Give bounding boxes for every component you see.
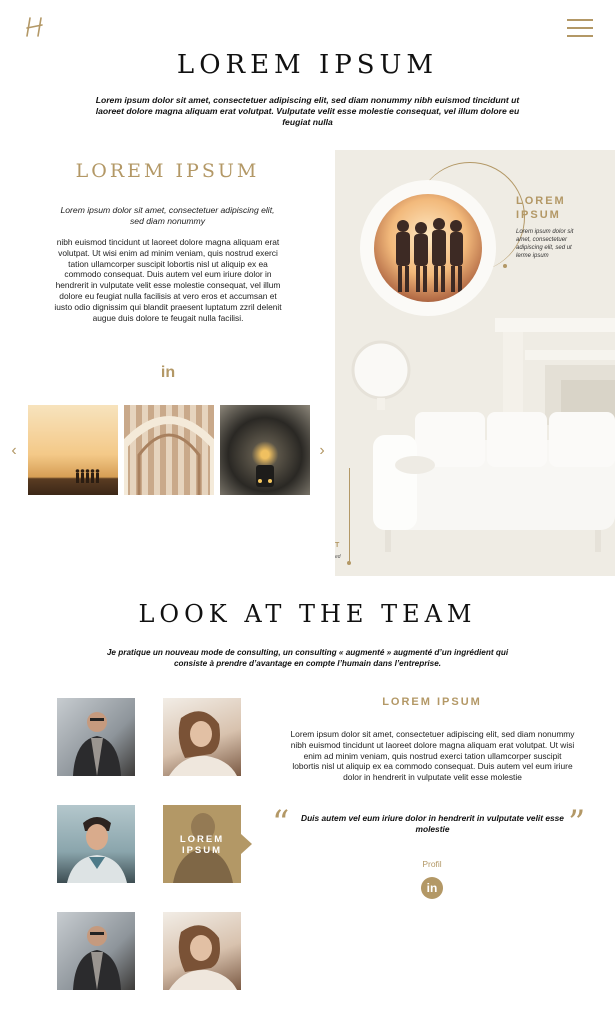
room-caption-text: ed [335,554,341,560]
logo-icon[interactable] [22,14,48,40]
member-bio: Lorem ipsum dolor sit amet, consectetuer adipiscing elit, sed diam nonummy nibh euismod tincidunt ut laoreet dolore magna aliquam erat volutpat. Ut wisi enim ad minim veniam, quis nostrud exerci tation ullamcorper suscipit lobortis nisl ut aliquip ex ea commodo consequat. Duis autem vel eum iriure dolor in hendrerit in vulputate velit esse molestie [290,729,575,783]
menu-bar [567,35,593,37]
quote-open-icon: “ [272,803,290,843]
person-icon [57,698,135,776]
team-member-photo[interactable] [163,912,241,990]
decorative-line [349,468,350,563]
team-member-photo[interactable] [57,805,135,883]
team-title: LOOK AT THE TEAM [138,600,477,628]
decorative-dot [347,561,351,565]
person-icon [163,698,241,776]
about-title: LOREM IPSUM [75,160,260,182]
profile-label: Profil [422,859,442,869]
train-icon [220,405,310,495]
linkedin-profile-button[interactable]: in [421,877,443,899]
gallery-thumbnail-sunset[interactable] [28,405,118,495]
about-subtitle: Lorem ipsum dolor sit amet, consectetuer adipiscing elit, sed diam nonummy [60,205,275,226]
room-card-text: Lorem ipsum dolor sit amet, consectetuer adipiscing elit, sed ut lerme ipsum [516,229,574,259]
team-member-photo[interactable] [163,698,241,776]
member-quote: Duis autem vel eum iriure dolor in hendrerit in vulputate velit esse molestie [301,813,564,834]
group-silhouette-icon [28,405,118,495]
menu-bar [567,19,593,21]
room-card-title: LOREM IPSUM [516,195,566,221]
intro-text: Lorem ipsum dolor sit amet, consectetuer adipiscing elit, sed diam nonummy nibh euismod tincidunt ut laoreet dolore magna aliquam erat volutpat. Vulputate velit esse molestie consequat, vel illum dolore eu feugiat nulla [95,95,520,127]
room-illustration [335,150,615,576]
carousel-prev-button[interactable]: ‹ [11,442,17,459]
pointer-arrow-icon [241,834,252,854]
quote-close-icon: ” [568,803,586,843]
member-name: LOREM IPSUM [382,696,482,708]
group-photo [374,194,482,302]
about-body: nibh euismod tincidunt ut laoreet dolore magna aliquam erat volutpat. Ut wisi enim ad minim veniam, quis nostrud exerci tation ullamcorper suscipit lobortis nisl ut aliquip ex ea commodo consequat. Duis autem vel eum iriure dolor in hendrerit in vulputate velit esse molestie consequat, vel illum dolore eu feugiat nulla facilisis at vero eros et accumsan et iusto odio dignissim qui blandit praesent luptatum zzril delenit augue duis dolore te feugait nulla facilisi. [54,237,282,323]
person-icon [57,912,135,990]
carousel-next-button[interactable]: › [319,442,325,459]
team-member-photo[interactable] [57,912,135,990]
person-icon [163,912,241,990]
room-caption-title: T [335,542,340,549]
decorative-dot [503,264,507,268]
linkedin-icon[interactable]: in [160,364,176,381]
gallery-thumbnail-train[interactable] [220,405,310,495]
team-subtitle: Je pratique un nouveau mode de consulting, un consulting « augmenté » augmenté d’un ingrédient qui consiste à prendre d’avantage en compte l’humain dans l’entreprise. [106,648,509,668]
person-icon [57,805,135,883]
menu-bar [567,27,593,29]
hamburger-menu-icon[interactable] [567,19,593,39]
gallery-thumbnail-arches[interactable] [124,405,214,495]
highlighted-member-label: LOREM IPSUM [179,834,225,856]
page-title: LOREM IPSUM [176,50,439,80]
arches-icon [124,405,214,495]
friends-silhouette-icon [374,194,482,302]
team-member-photo[interactable] [57,698,135,776]
